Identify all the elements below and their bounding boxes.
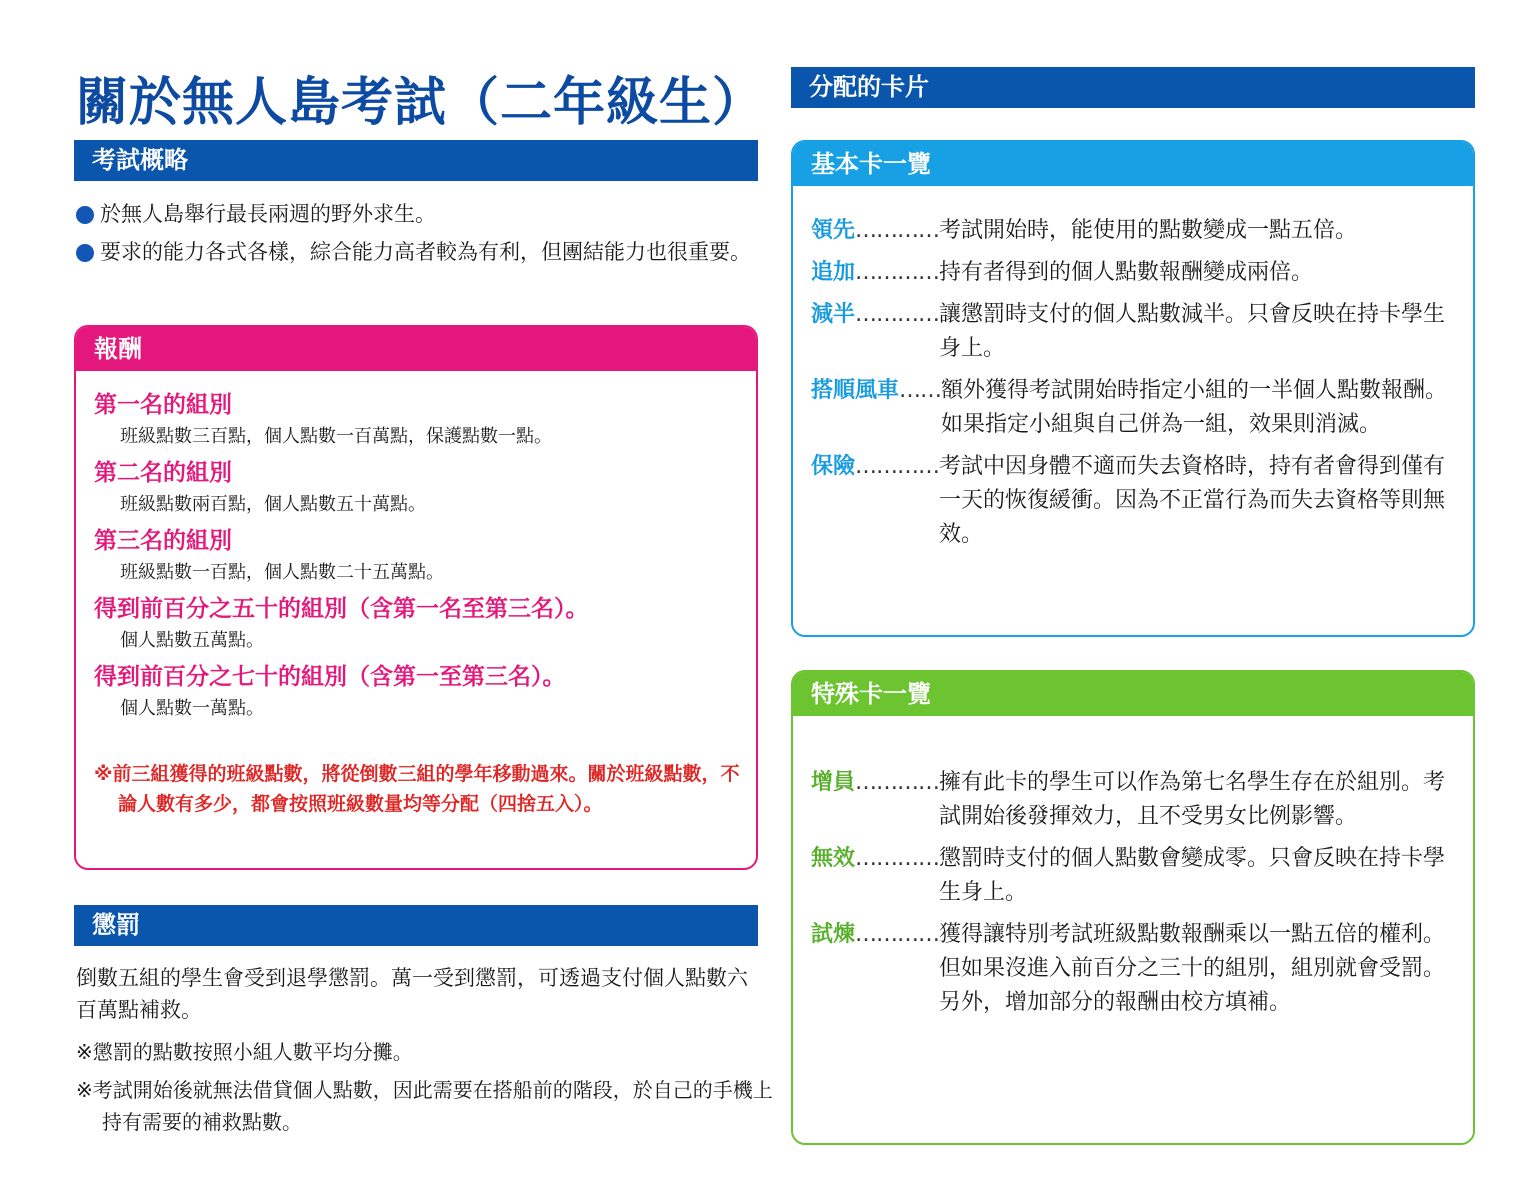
dotted-leader: ………… — [855, 922, 940, 947]
reward-title: 第三名的組別 — [94, 528, 232, 554]
card-name: 無效 — [811, 846, 856, 871]
card-item — [811, 450, 1457, 552]
reward-title: 第一名的組別 — [94, 392, 232, 418]
reward-title: 得到前百分之五十的組別（含第一名至第三名）。 — [94, 596, 589, 622]
card-name: 保險 — [811, 454, 856, 479]
dotted-leader: ………… — [855, 770, 940, 795]
dotted-leader: ………… — [855, 218, 940, 243]
card-item — [811, 256, 1457, 290]
card-desc: 獲得讓特別考試班級點數報酬乘以一點五倍的權利。但如果沒進入前百分之三十的組別，組別就會受罰。另外，增加部分的報酬由校方填補。 — [939, 922, 1446, 1015]
card-name: 試煉 — [811, 922, 856, 947]
special-cards-heading: 特殊卡一覽 — [793, 672, 1473, 716]
special-cards-box — [791, 670, 1475, 1145]
rewards-box — [74, 325, 758, 870]
cards-heading: 分配的卡片 — [791, 67, 1475, 108]
bullet-icon — [76, 206, 94, 224]
penalty-text: 倒數五組的學生會受到退學懲罰。萬一受到懲罰，可透過支付個人點數六百萬點補救。 — [76, 966, 748, 1022]
card-desc: 考試開始時，能使用的點數變成一點五倍。 — [939, 218, 1358, 243]
card-desc: 懲罰時支付的個人點數會變成零。只會反映在持卡學生身上。 — [939, 846, 1446, 905]
dotted-leader: ………… — [855, 846, 940, 871]
card-name: 搭順風車 — [811, 378, 900, 403]
card-item — [811, 766, 1457, 834]
list-item: 於無人島舉行最長兩週的野外求生。 — [76, 198, 758, 230]
overview-heading: 考試概略 — [74, 140, 758, 181]
rewards-heading: 報酬 — [76, 327, 756, 371]
page-title: 關於無人島考試（二年級生） — [76, 73, 766, 133]
card-name: 增員 — [811, 770, 856, 795]
card-item — [811, 918, 1457, 1020]
dotted-leader: ………… — [855, 302, 940, 327]
reward-title: 第二名的組別 — [94, 460, 232, 486]
penalty-heading: 懲罰 — [74, 905, 758, 946]
card-name: 領先 — [811, 218, 856, 243]
reward-title: 得到前百分之七十的組別（含第一至第三名）。 — [94, 664, 566, 690]
penalty-note: ※懲罰的點數按照小組人數平均分攤。 — [76, 1040, 413, 1064]
card-desc: 持有者得到的個人點數報酬變成兩倍。 — [939, 260, 1314, 285]
dotted-leader: ………… — [855, 454, 940, 479]
card-item — [811, 298, 1457, 366]
basic-cards-box — [791, 140, 1475, 637]
card-desc: 額外獲得考試開始時指定小組的一半個人點數報酬。如果指定小組與自己併為一組，效果則消滅。 — [941, 378, 1448, 437]
overview-list — [76, 198, 758, 274]
card-desc: 考試中因身體不適而失去資格時，持有者會得到僅有一天的恢復緩衝。因為不正當行為而失去資格等則無效。 — [939, 454, 1446, 547]
card-item — [811, 842, 1457, 910]
reward-desc: 個人點數一萬點。 — [120, 698, 264, 719]
reward-desc: 個人點數五萬點。 — [120, 630, 264, 651]
reward-desc: 班級點數兩百點，個人點數五十萬點。 — [120, 494, 426, 515]
card-desc: 讓懲罰時支付的個人點數減半。只會反映在持卡學生身上。 — [939, 302, 1446, 361]
basic-cards-heading: 基本卡一覽 — [793, 142, 1473, 186]
rewards-note: ※前三組獲得的班級點數，將從倒數三組的學年移動過來。關於班級點數，不論人數有多少，都會按照班級數量均等分配（四捨五入）。 — [94, 763, 740, 815]
penalty-note: ※考試開始後就無法借貸個人點數，因此需要在搭船前的階段，於自己的手機上持有需要的補救點數。 — [76, 1078, 773, 1134]
reward-desc: 班級點數三百點，個人點數一百萬點，保護點數一點。 — [120, 426, 552, 447]
card-desc: 擁有此卡的學生可以作為第七名學生存在於組別。考試開始後發揮效力，且不受男女比例影響。 — [939, 770, 1446, 829]
reward-desc: 班級點數一百點，個人點數二十五萬點。 — [120, 562, 444, 583]
card-name: 追加 — [811, 260, 856, 285]
dotted-leader: ………… — [855, 260, 940, 285]
card-item — [811, 214, 1457, 248]
card-name: 減半 — [811, 302, 856, 327]
card-item — [811, 374, 1457, 442]
dotted-leader: …… — [899, 378, 942, 403]
bullet-icon — [76, 244, 94, 262]
list-item: 要求的能力各式各樣，綜合能力高者較為有利，但團結能力也很重要。 — [76, 236, 758, 268]
